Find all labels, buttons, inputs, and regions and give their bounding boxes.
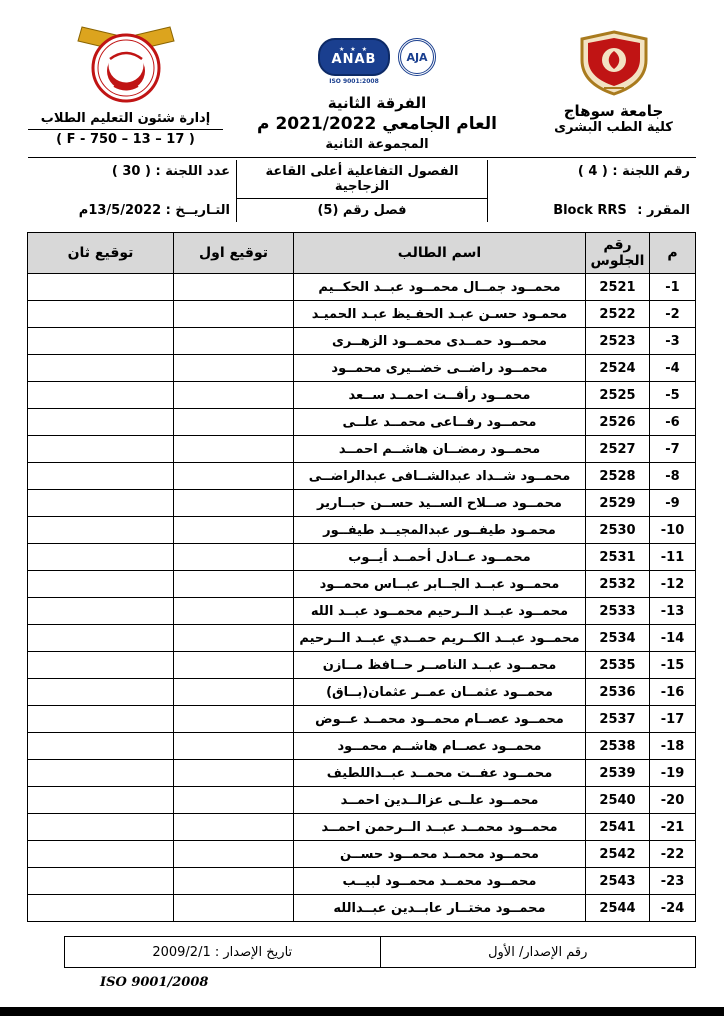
row-number: -15 (650, 652, 696, 679)
seat-number: 2533 (586, 598, 650, 625)
second-signature-cell (28, 868, 174, 895)
student-name: محمــود عبــد الكــريم حمــدي عبــد الــرحيم (294, 625, 586, 652)
second-signature-cell (28, 463, 174, 490)
anab-badge-icon (318, 38, 390, 76)
student-name: محمــود عصــام محمــود محمــد عــوض (294, 706, 586, 733)
second-signature-cell (28, 382, 174, 409)
student-name: محمــود عبــد الناصــر حــافظ مــازن (294, 652, 586, 679)
faculty-logo-icon (76, 24, 176, 104)
page-header (28, 22, 696, 152)
student-name: محمــود رمضــان هاشــم احمــد (294, 436, 586, 463)
seat-number: 2527 (586, 436, 650, 463)
seat-number: 2522 (586, 301, 650, 328)
second-signature-cell (28, 274, 174, 301)
seat-number: 2541 (586, 814, 650, 841)
table-row (28, 355, 696, 382)
faculty-name: كلية الطب البشرى (554, 120, 673, 135)
student-name: محمـود حسـن عبـد الحفـيظ عبـد الحميـد (294, 301, 586, 328)
committee-count: عدد اللجنة : ( 30 ) (111, 164, 230, 179)
exam-info-strip (28, 160, 696, 222)
classroom-number: فصل رقم (5) (236, 199, 488, 222)
student-name: محمــود عفــت محمــد عبــداللطيف (294, 760, 586, 787)
first-signature-cell (174, 382, 294, 409)
student-name: محمــود رفــاعى محمــد علــى (294, 409, 586, 436)
student-name: محمــود شــداد عبدالشــافى عبدالراضــى (294, 463, 586, 490)
second-signature-cell (28, 841, 174, 868)
admin-divider (28, 129, 223, 130)
row-number: -4 (650, 355, 696, 382)
table-row (28, 490, 696, 517)
first-signature-cell (174, 679, 294, 706)
table-row (28, 652, 696, 679)
grade-title: الفرقة الثانية (327, 94, 427, 112)
first-signature-cell (174, 598, 294, 625)
first-signature-cell (174, 274, 294, 301)
second-signature-cell (28, 787, 174, 814)
second-signature-cell (28, 517, 174, 544)
accreditation-badges (227, 38, 527, 85)
second-signature-cell (28, 652, 174, 679)
table-row (28, 895, 696, 922)
row-number: -7 (650, 436, 696, 463)
row-number: -22 (650, 841, 696, 868)
course-label: المقرر : (637, 203, 690, 218)
row-number: -17 (650, 706, 696, 733)
first-signature-cell (174, 652, 294, 679)
first-signature-cell (174, 760, 294, 787)
first-signature-cell (174, 706, 294, 733)
iso-certification-label: ISO 9001/2008 (100, 975, 209, 990)
first-signature-cell (174, 409, 294, 436)
seat-number: 2534 (586, 625, 650, 652)
seat-number: 2544 (586, 895, 650, 922)
student-name: محمــود عبــد الــرحيم محمــود عبــد الله (294, 598, 586, 625)
university-emblem-icon (578, 30, 650, 96)
table-row (28, 841, 696, 868)
table-row (28, 463, 696, 490)
student-name: محمــود علــى عزالــدين احمــد (294, 787, 586, 814)
admin-department-name: إدارة شئون التعليم الطلاب (40, 111, 211, 126)
row-number: -5 (650, 382, 696, 409)
table-row (28, 787, 696, 814)
issue-info-table (64, 936, 696, 968)
committee-number: رقم اللجنة : ( 4 ) (577, 164, 690, 179)
header-center-block (227, 22, 527, 152)
seat-number: 2543 (586, 868, 650, 895)
row-number: -24 (650, 895, 696, 922)
col-header-seat: رقم الجلوس (586, 233, 650, 274)
seat-number: 2529 (586, 490, 650, 517)
student-name: محمــود محمــد عبــد الــرحمن احمــد (294, 814, 586, 841)
first-signature-cell (174, 436, 294, 463)
col-header-first-signature: توقيع اول (174, 233, 294, 274)
student-name: محمــود حمــدى محمــود الزهــرى (294, 328, 586, 355)
anab-subtitle: ISO 9001:2008 (329, 78, 379, 85)
table-row (28, 571, 696, 598)
academic-year-title: العام الجامعي 2021/2022 م (257, 114, 497, 134)
students-table-body (28, 274, 696, 922)
student-name: محمــود محمــد محمــود حســن (294, 841, 586, 868)
second-signature-cell (28, 733, 174, 760)
anab-label: ANAB (331, 52, 377, 67)
row-number: -12 (650, 571, 696, 598)
table-row (28, 625, 696, 652)
anab-stars: ★ ★ ★ (339, 46, 369, 53)
seat-number: 2536 (586, 679, 650, 706)
first-signature-cell (174, 841, 294, 868)
seat-number: 2539 (586, 760, 650, 787)
second-signature-cell (28, 571, 174, 598)
exam-date: التـاريــخ : 13/5/2022م (78, 203, 230, 218)
student-name: محمــود صــلاح الســيد حســن حبــارير (294, 490, 586, 517)
first-signature-cell (174, 571, 294, 598)
student-name: محمــود عصــام هاشــم محمــود (294, 733, 586, 760)
table-header-row (28, 233, 696, 274)
aja-badge-icon (398, 38, 436, 76)
page-bottom-edge (0, 1007, 724, 1016)
seat-number: 2528 (586, 463, 650, 490)
first-signature-cell (174, 544, 294, 571)
row-number: -13 (650, 598, 696, 625)
row-number: -23 (650, 868, 696, 895)
table-row (28, 517, 696, 544)
row-number: -16 (650, 679, 696, 706)
second-signature-cell (28, 760, 174, 787)
row-number: -8 (650, 463, 696, 490)
row-number: -19 (650, 760, 696, 787)
university-name: جامعة سوهاج (563, 102, 664, 120)
table-row (28, 274, 696, 301)
seat-number: 2542 (586, 841, 650, 868)
student-name: محمــود مختــار عابــدين عبــدالله (294, 895, 586, 922)
second-signature-cell (28, 598, 174, 625)
first-signature-cell (174, 301, 294, 328)
second-signature-cell (28, 814, 174, 841)
table-row (28, 436, 696, 463)
row-number: -11 (650, 544, 696, 571)
first-signature-cell (174, 895, 294, 922)
second-signature-cell (28, 706, 174, 733)
aja-label: AJA (406, 50, 428, 64)
course-row (488, 199, 696, 222)
first-signature-cell (174, 814, 294, 841)
second-signature-cell (28, 328, 174, 355)
student-name: محمــود راضــى خضــيرى محمــود (294, 355, 586, 382)
second-signature-cell (28, 409, 174, 436)
row-number: -2 (650, 301, 696, 328)
first-signature-cell (174, 463, 294, 490)
seat-number: 2535 (586, 652, 650, 679)
second-signature-cell (28, 490, 174, 517)
row-number: -6 (650, 409, 696, 436)
seat-number: 2538 (586, 733, 650, 760)
row-number: -21 (650, 814, 696, 841)
student-name: محمــود عبــد الجــابر عبــاس محمــود (294, 571, 586, 598)
col-header-name: اسم الطالب (294, 233, 586, 274)
first-signature-cell (174, 517, 294, 544)
second-signature-cell (28, 301, 174, 328)
row-number: -18 (650, 733, 696, 760)
header-university-block (531, 22, 696, 135)
seat-number: 2526 (586, 409, 650, 436)
second-signature-cell (28, 436, 174, 463)
issue-row (65, 937, 696, 968)
student-name: محمــود رأفــت احمــد ســعد (294, 382, 586, 409)
seat-number: 2525 (586, 382, 650, 409)
seat-number: 2531 (586, 544, 650, 571)
second-signature-cell (28, 679, 174, 706)
student-name: محمــود محمــد محمــود لبيــب (294, 868, 586, 895)
seat-number: 2540 (586, 787, 650, 814)
seat-number: 2537 (586, 706, 650, 733)
table-row (28, 733, 696, 760)
row-number: -1 (650, 274, 696, 301)
student-name: محمــود عثمــان عمــر عثمان(بــاق) (294, 679, 586, 706)
row-number: -9 (650, 490, 696, 517)
first-signature-cell (174, 490, 294, 517)
anab-badge-block (318, 38, 390, 85)
second-signature-cell (28, 895, 174, 922)
student-name: محمــود عــادل أحمــد أيــوب (294, 544, 586, 571)
issue-number: رقم الإصدار/ الأول (380, 937, 696, 968)
col-header-second-signature: توقيع ثان (28, 233, 174, 274)
col-header-index: م (650, 233, 696, 274)
first-signature-cell (174, 787, 294, 814)
row-number: -3 (650, 328, 696, 355)
course-value: Block RRS (553, 203, 627, 218)
table-row (28, 328, 696, 355)
row-number: -20 (650, 787, 696, 814)
seat-number: 2524 (586, 355, 650, 382)
table-row (28, 760, 696, 787)
student-name: محمـود طيفــور عبدالمجيــد طيفــور (294, 517, 586, 544)
row-number: -14 (650, 625, 696, 652)
first-signature-cell (174, 868, 294, 895)
table-row (28, 301, 696, 328)
table-row (28, 598, 696, 625)
seat-number: 2523 (586, 328, 650, 355)
table-row (28, 382, 696, 409)
second-signature-cell (28, 625, 174, 652)
student-name: محمــود جمــال محمــود عبــد الحكــيم (294, 274, 586, 301)
row-number: -10 (650, 517, 696, 544)
table-row (28, 868, 696, 895)
issue-date: تاريخ الإصدار : 2009/2/1 (65, 937, 381, 968)
second-signature-cell (28, 544, 174, 571)
header-admin-block (28, 22, 223, 147)
table-row (28, 544, 696, 571)
table-row (28, 409, 696, 436)
document-code: ( F - 750 – 13 – 17 ) (56, 132, 195, 147)
second-signature-cell (28, 355, 174, 382)
table-row (28, 706, 696, 733)
students-table (27, 232, 696, 922)
seat-number: 2532 (586, 571, 650, 598)
seat-number: 2530 (586, 517, 650, 544)
table-row (28, 679, 696, 706)
first-signature-cell (174, 328, 294, 355)
first-signature-cell (174, 733, 294, 760)
seat-number: 2521 (586, 274, 650, 301)
group-title: المجموعة الثانية (325, 137, 429, 152)
exam-hall: الفصول التفاعلية أعلى القاعة الزجاجية (236, 160, 488, 199)
first-signature-cell (174, 355, 294, 382)
table-row (28, 814, 696, 841)
header-divider (28, 157, 696, 158)
first-signature-cell (174, 625, 294, 652)
